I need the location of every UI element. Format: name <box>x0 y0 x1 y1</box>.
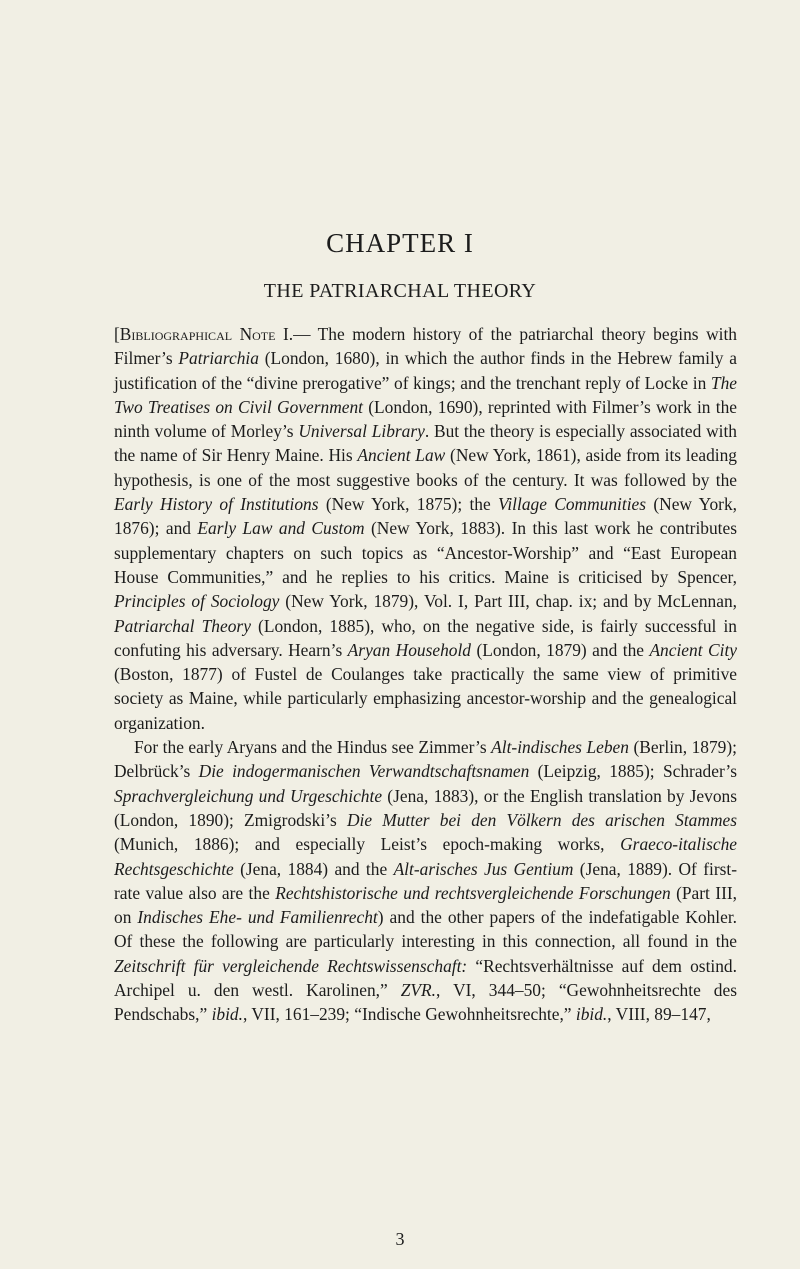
italic-title: Early History of Institutions <box>114 494 319 515</box>
text-run: (New York, 1876); and <box>114 494 737 539</box>
text-run: , VII, 161–239; “Indische Gewohnheitsrechte,” <box>242 1004 576 1025</box>
italic-title: ibid. <box>211 1004 243 1025</box>
text-run: . But the theory is especially associated with the name of Sir Henry Maine. His <box>114 421 737 466</box>
text-run: (Boston, 1877) of Fustel de Coulanges take practically the same view of primitive society as Maine, while particularly emphasizing ancestor-worship and the genealogical organization. <box>114 664 737 733</box>
italic-title: ibid. <box>575 1004 608 1025</box>
italic-title: Graeco-italische Rechtsgeschichte <box>114 834 737 879</box>
italic-title: Indisches Ehe- und Familienrecht <box>137 907 378 928</box>
text-run: , VI, 344–50; “Gewohnheitsrechte des Pendschabs,” <box>114 980 737 1025</box>
text-run: (London, 1879) and the <box>470 639 650 660</box>
italic-title: Die Mutter bei den Völkern des arischen Stammes <box>346 809 737 830</box>
text-run: (Jena, 1884) and the <box>233 858 394 879</box>
italic-title: Ancient City <box>649 639 737 660</box>
italic-title: Principles of Sociology <box>114 591 280 612</box>
bibliographical-note <box>114 322 737 1027</box>
small-caps-heading: Bibliographical Note <box>119 324 276 344</box>
chapter-subtitle: THE PATRIARCHAL THEORY <box>263 280 537 302</box>
text-run: (Part III, on <box>114 882 737 928</box>
text-run: (London, 1680), in which the author finds in the Hebrew family a justification of the “divine prerogative” of kings; and the trenchant reply of Locke in <box>114 348 738 393</box>
italic-title: Alt-indisches Leben <box>491 737 629 758</box>
italic-title: Zeitschrift für vergleichende Rechtswissenschaft: <box>114 955 468 976</box>
text-run: (London, 1690), reprinted with Filmer’s work in the ninth volume of Morley’s <box>114 396 737 442</box>
text-run: For the early Aryans and the Hindus see Zimmer’s <box>134 737 492 758</box>
text-run: (London, 1885), who, on the negative side, is fairly successful in confuting his adversary. Hearn’s <box>114 615 738 660</box>
text-run: (Berlin, 1879); Delbrück’s <box>114 737 737 782</box>
italic-title: Patriarchia <box>178 348 259 369</box>
chapter-title: CHAPTER I <box>326 228 474 258</box>
italic-title: Rechtshistorische und rechtsvergleichende Forschungen <box>275 882 671 903</box>
italic-title: Universal Library <box>298 421 425 442</box>
text-run: (Jena, 1889). Of first-rate value also are the <box>114 858 738 903</box>
italic-title: Sprachvergleichung und Urgeschichte <box>114 785 383 806</box>
text-run: I.— The modern history of the patriarchal theory begins with Filmer’s <box>114 324 737 369</box>
text-run: (New York, 1875); the <box>318 494 499 515</box>
text-run: (Leipzig, 1885); Schrader’s <box>529 761 738 782</box>
text-run: (Munich, 1886); and especially Leist’s epoch-making works, <box>114 834 621 855</box>
text-run: , VIII, 89–147, <box>607 1004 711 1025</box>
page-number: 3 <box>395 1229 405 1249</box>
text-run: [ <box>114 324 120 344</box>
italic-title: Die indogermanischen Verwandtschaftsnamen <box>198 761 530 782</box>
paragraph <box>114 322 737 735</box>
italic-title: Patriarchal Theory <box>114 615 251 636</box>
italic-title: Village Communities <box>498 494 647 515</box>
text-run: ) and the other papers of the indefatigable Kohler. Of these the following are particularly interesting in this connection, all found in the <box>114 907 737 952</box>
italic-title: Aryan Household <box>347 639 471 660</box>
text-run: (New York, 1883). In this last work he contributes supplementary chapters on such topics as “Ancestor-Worship” and “East European House Communities,” and he replies to his critics. Maine is criticised by Spencer, <box>114 518 737 587</box>
paragraph <box>114 735 737 1027</box>
italic-title: The Two Treatises on Civil Government <box>114 372 737 417</box>
text-run: (Jena, 1883), or the English translation by Jevons (London, 1890); Zmigrodski’s <box>114 785 737 830</box>
text-run: (New York, 1861), aside from its leading hypothesis, is one of the most suggestive books of the century. It was followed by the <box>114 445 737 490</box>
italic-title: Ancient Law <box>357 445 446 466</box>
italic-title: Early Law and Custom <box>197 518 365 539</box>
text-run: “Rechtsverhältnisse auf dem ostind. Archipel u. den westl. Karolinen,” <box>114 955 737 1001</box>
italic-title: Alt-arisches Jus Gentium <box>393 858 574 879</box>
italic-title: ZVR. <box>400 980 437 1001</box>
text-run: (New York, 1879), Vol. I, Part III, chap. ix; and by McLennan, <box>279 591 737 612</box>
